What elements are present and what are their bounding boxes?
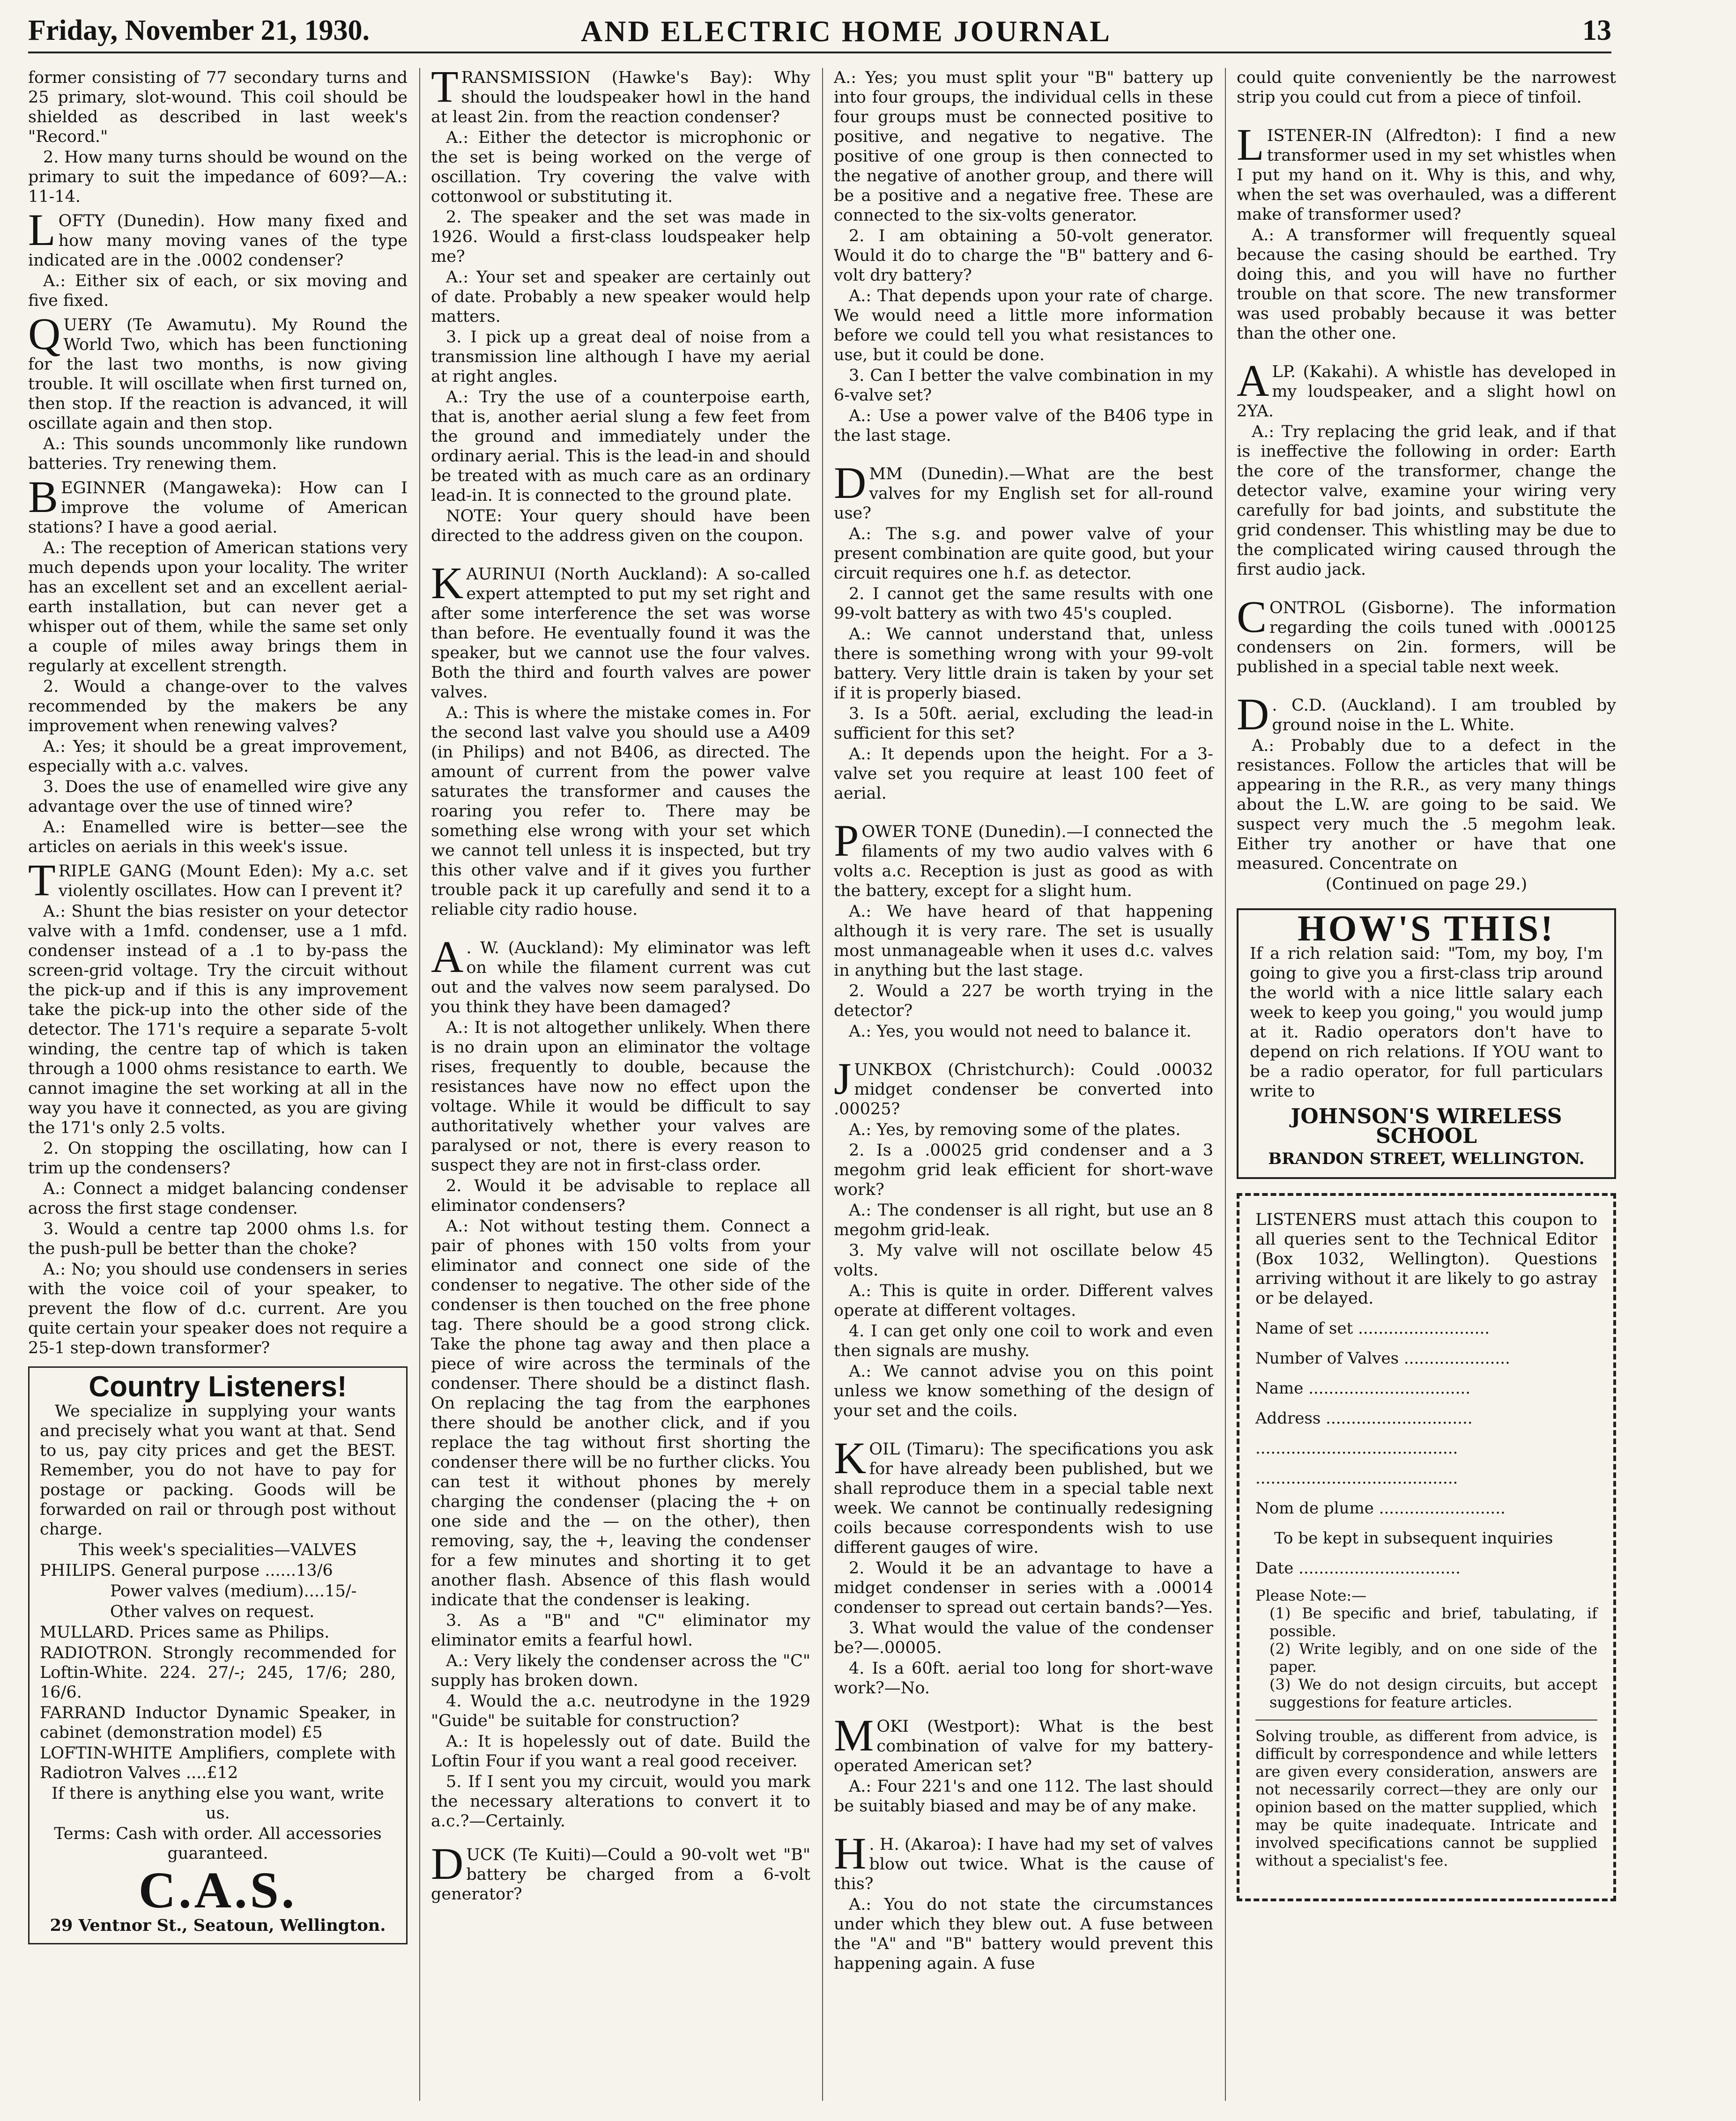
continued-text: A.: That depends upon your rate of charge. We would need a little more information before we could tell you what resistances to use, but it could be done. <box>834 287 1213 364</box>
query-answer: A.: It is hopelessly out of date. Build the Loftin Four if you want a real good receiver. <box>431 1732 810 1771</box>
query-question: OFTY (Dunedin). How many fixed and how many moving vanes of the type indicated are in the .0002 condenser? <box>28 212 408 270</box>
query-answer: A.: A transformer will frequently squeal because the casing should be earthed. Try doing this, and you will have no further trouble on that score. The new transformer was used probably because it was better than the other one. <box>1237 226 1616 343</box>
ad-title: Country Listeners! <box>89 1371 347 1403</box>
coupon-notes <box>1255 1587 1597 1711</box>
query-answer: A.: This is where the mistake comes in. For the second last valve you should use a A409 (in Philips) and not B406, as directed. The amount of current from the power valve saturates the transformer and causes the roaring you refer to. There may be something else wrong with your set which we cannot tell unless it is inspected, but try this other valve and if it gives you further trouble pack it up carefully and send it to a reliable city radio house. <box>431 704 810 919</box>
column-rule <box>419 68 420 2101</box>
ad-price-line: Power valves (medium)....15/- <box>110 1582 357 1601</box>
query-power-tone <box>834 816 1213 1041</box>
query-dcd <box>1237 689 1616 874</box>
query-answer: A.: We have heard of that happening although it is very rare. The set is usually most unmanageable when it uses d.c. valves in anything but the last stage. <box>834 902 1213 980</box>
drop-cap: A <box>1237 356 1269 406</box>
drop-cap: D <box>431 1839 464 1889</box>
note-item: (2) Write legibly, and on one side of the paper. <box>1269 1640 1597 1676</box>
query-answer: A.: Connect a midget balancing condenser across the first stage condenser. <box>28 1179 408 1218</box>
drop-cap: K <box>431 558 464 608</box>
ad-title: HOW'S THIS! <box>1298 908 1555 949</box>
drop-cap: Q <box>28 309 61 359</box>
ad-price-line: MULLARD. Prices same as Philips. <box>40 1623 330 1642</box>
query-question: OWER TONE (Dunedin).—I connected the filaments of my two audio valves with 6 volts a.c. Reception is just as good as with the battery, except for a slight hum. <box>834 823 1213 900</box>
hows-this-ad <box>1237 908 1616 1179</box>
query-answer: 2. On stopping the oscillating, how can I trim up the condensers? <box>28 1139 408 1178</box>
column-1 <box>28 68 408 1944</box>
query-answer: 3. I pick up a great deal of noise from a transmission line although I have my aerial at right angles. <box>431 328 810 386</box>
query-answer: 2. Would a change-over to the valves recommended by the makers be any improvement when renewing valves? <box>28 677 408 735</box>
query-question: UERY (Te Awamutu). My Round the World Two, which has been functioning for the last two months, is now giving trouble. It will oscillate when first turned on, then stop. If the reaction is advanced, it will oscillate again and then stop. <box>28 316 408 433</box>
continued-text: A.: Use a power valve of the B406 type in the last stage. <box>834 407 1213 445</box>
ad-school-name: JOHNSON'S WIRELESS SCHOOL <box>1291 1105 1562 1148</box>
coupon-field-address: Address ............................. <box>1255 1409 1473 1428</box>
query-answer: A.: We cannot advise you on this point unless we know something of the design of your set and the coils. <box>834 1362 1213 1420</box>
drop-cap: P <box>834 816 859 866</box>
query-answer: 4. I can get only one coil to work and even then signals are mushy. <box>834 1322 1213 1360</box>
continued-text: A.: Yes; you must split your "B" battery up into four groups, the individual cells in these four groups must be connected positive to positive, and negative to negative. The positive of one group is then connected to the negative of another group, and there will be a positive and a negative free. These are connected to the six-volts generator. <box>834 68 1213 225</box>
continued-note: (Continued on page 29.) <box>1325 875 1528 894</box>
query-question: UNKBOX (Christchurch): Could .00032 midget condenser be converted into .00025? <box>834 1060 1213 1119</box>
query-answer: A.: Yes, by removing some of the plates. <box>849 1120 1181 1139</box>
ad-terms: Terms: Cash with order. All accessories guaranteed. <box>54 1824 382 1863</box>
query-aw <box>431 932 810 1831</box>
ad-price-line: RADIOTRON. Strongly recommended for Loftin-White. 224. 27/-; 245, 17/6; 280, 16/6. <box>40 1644 396 1702</box>
ad-specials-heading: This week's specialities—VALVES <box>79 1541 357 1559</box>
query-control <box>1237 592 1616 677</box>
query-answer: NOTE: Your query should have been directed to the address given on the coupon. <box>431 507 810 545</box>
query-answer: A.: This sounds uncommonly like rundown batteries. Try renewing them. <box>28 435 408 473</box>
ad-intro: We specialize in supplying your wants and precisely what you want at that. Send to us, pay city prices and get the BEST. Remember, you do not have to pay for postage or packing. Goods will be forwarded on rail or through post without charge. <box>40 1402 396 1539</box>
query-koil <box>834 1433 1213 1698</box>
coupon-field-note: To be kept in subsequent inquiries <box>1274 1529 1553 1548</box>
query-answer: A.: This is quite in order. Different valves operate at different voltages. <box>834 1282 1213 1320</box>
query-coupon <box>1237 1193 1616 1901</box>
continued-text: 2. I am obtaining a 50-volt generator. Would it do to charge the "B" battery and 6-volt dry battery? <box>834 227 1213 285</box>
query-alp <box>1237 356 1616 579</box>
query-question: LP. (Kakahi). A whistle has developed in my loudspeaker, and a slight howl on 2YA. <box>1237 363 1616 421</box>
query-answer: 3. What would the value of the condenser be?—.00005. <box>834 1619 1213 1657</box>
drop-cap: L <box>28 205 56 255</box>
drop-cap: T <box>28 855 56 905</box>
continued-text: 2. How many turns should be wound on the primary to suit the impedance of 609?—A.: 11-14. <box>28 148 408 206</box>
query-answer: A.: Enamelled wire is better—see the articles on aerials in this week's issue. <box>28 818 408 856</box>
query-question: ISTENER-IN (Alfredton): I find a new transformer used in my set whistles when I put my hand on it. Why is this, and why, when the set was overhauled, was a different make of transformer used? <box>1237 126 1616 224</box>
column-2 <box>431 61 810 1905</box>
query-junkbox <box>834 1053 1213 1421</box>
query-listener-in <box>1237 119 1616 343</box>
drop-cap: J <box>834 1053 852 1104</box>
query-answer: 3. Does the use of enamelled wire give any advantage over the use of tinned wire? <box>28 778 408 816</box>
query-answer: A.: Try the use of a counterpoise earth, that is, another aerial slung a few feet from the ground and immediately under the ordinary aerial. This is the lead-in and should be treated with as much care as an ordinary lead-in. It is connected to the ground plate. <box>431 388 810 505</box>
query-answer: 2. Is a .00025 grid condenser and a 3 megohm grid leak efficient for short-wave work? <box>834 1141 1213 1199</box>
query-answer: 2. Would a 227 be worth trying in the detector? <box>834 982 1213 1020</box>
query-dmm <box>834 458 1213 803</box>
query-answer: 4. Is a 60ft. aerial too long for short-wave work?—No. <box>834 1659 1213 1698</box>
query-answer: A.: Try replacing the grid leak, and if that is ineffective the following in order: Earth the core of the transformer, change the detector valve, examine your wiring very carefully for bad joints, and substitute the grid condenser. This whistling may be due to the complicated wiring caused through the first audio jack. <box>1237 423 1616 579</box>
ad-address: 29 Ventnor St., Seatoun, Wellington. <box>50 1916 386 1935</box>
column-4 <box>1237 68 1616 1901</box>
query-answer: A.: We cannot understand that, unless there is something wrong with your 99-volt battery. Very little drain is taken by your set if it is properly biased. <box>834 625 1213 703</box>
drop-cap: T <box>431 61 459 111</box>
coupon-field-nom-de-plume: Nom de plume ......................... <box>1255 1499 1506 1518</box>
query-answer: A.: It depends upon the height. For a 3-valve set you require at least 100 feet of aerial. <box>834 745 1213 803</box>
ad-price-line: Other valves on request. <box>110 1602 315 1621</box>
ad-body: If a rich relation said: "Tom, my boy, I'm going to give you a first-class trip around the world with a nice little salary each week to keep you going," you would jump at it. Radio operators don't have to depend on rich relations. If YOU want to be a radio operator, for full particulars write to <box>1250 944 1603 1101</box>
query-question: RIPLE GANG (Mount Eden): My a.c. set violently oscillates. How can I prevent it? <box>58 862 408 900</box>
cas-logo: C.A.S. <box>138 1861 297 1919</box>
ad-price-line: FARRAND Inductor Dynamic Speaker, in cabinet (demonstration model) £5 <box>40 1704 396 1742</box>
continued-text: could quite conveniently be the narrowest strip you could cut from a piece of tinfoil. <box>1237 68 1616 107</box>
query-answer: A.: Your set and speaker are certainly out of date. Probably a new speaker would help matters. <box>431 268 810 326</box>
note-item: (1) Be specific and brief, tabulating, if possible. <box>1269 1604 1597 1640</box>
query-answer: 3. My valve will not oscillate below 45 volts. <box>834 1241 1213 1280</box>
drop-cap: D <box>834 458 867 508</box>
query-question: . H. (Akaroa): I have had my set of valves blow out twice. What is the cause of this? <box>834 1835 1213 1893</box>
continued-text: 3. Can I better the valve combination in my 6-valve set? <box>834 366 1213 405</box>
query-answer: A.: It is not altogether unlikely. When there is no drain upon an eliminator the voltage rises, frequently to double, because the resistances have now no effect upon the voltage. While it would be difficult to say authoritatively whether your valves are paralysed or not, there is every reason to suspect they are not in first-class order. <box>431 1018 810 1175</box>
notes-heading: Please Note:— <box>1255 1587 1367 1604</box>
query-question: UCK (Te Kuiti)—Could a 90-volt wet "B" battery be charged from a 6-volt generator? <box>431 1846 810 1904</box>
query-answer: A.: Four 221's and one 112. The last should be suitably biased and may be of any make. <box>834 1777 1213 1816</box>
query-answer: 3. As a "B" and "C" eliminator my eliminator emits a fearful howl. <box>431 1611 810 1650</box>
query-question: . W. (Auckland): My eliminator was left on while the filament current was cut out and the valves now seem paralysed. Do you think they have been damaged? <box>431 939 810 1016</box>
query-question: EGINNER (Mangaweka): How can I improve the volume of American stations? I have a good aerial. <box>28 479 408 537</box>
drop-cap: B <box>28 472 59 522</box>
query-answer: A.: Yes, you would not need to balance it. <box>849 1022 1192 1041</box>
query-answer: A.: No; you should use condensers in series with the voice coil of your speaker, to prevent the flow of d.c. current. Are you quite certain your speaker does not require a 25-1 step-down transformer? <box>28 1260 408 1357</box>
query-answer: A.: Probably due to a defect in the resistances. Follow the articles that will be appearing in the R.R., as very many things about the L.W. are going to be said. We suspect very much the .5 megohm leak. Either try another or have that one measured. Concentrate on <box>1237 736 1616 873</box>
query-answer: 5. If I sent you my circuit, would you mark the necessary alterations to convert it to a.c.?—Certainly. <box>431 1772 810 1831</box>
query-answer: A.: Very likely the condenser across the "C" supply has broken down. <box>431 1652 810 1690</box>
drop-cap: D <box>1237 689 1269 739</box>
drop-cap: K <box>834 1433 867 1483</box>
page-header <box>28 14 1611 53</box>
query-transmission <box>431 61 810 546</box>
query-question: ONTROL (Gisborne). The information regarding the coils tuned with .000125 condensers on 2in. formers, will be published in a special table next week. <box>1237 599 1616 676</box>
publication-title: AND ELECTRIC HOME JOURNAL <box>581 15 1112 48</box>
page-number: 13 <box>1582 15 1611 46</box>
query-question: RANSMISSION (Hawke's Bay): Why should the loudspeaker howl in the hand at least 2in. from the reaction condenser? <box>431 68 810 126</box>
query-hh <box>834 1828 1213 1973</box>
query-answer: A.: You do not state the circumstances under which they blew out. A fuse between the "A" and "B" battery would prevent this happening again. A fuse <box>834 1895 1213 1973</box>
query-beginner <box>28 472 408 857</box>
column-rule <box>822 68 823 2101</box>
query-answer: A.: The reception of American stations very much depends upon your locality. The writer has an excellent set and an excellent aerial-earth installation, but can never get a whisper out of them, while the same set only a couple of miles away brings them in regularly at excellent strength. <box>28 539 408 675</box>
coupon-disclaimer: Solving trouble, as different from advice, is difficult by correspondence and while letters are given every consideration, answers are not necessarily correct—they are only our opinion based on the matter supplied, which may be quite inadequate. Intricate and involved specifications cannot be supplied without a specialist's fee. <box>1255 1720 1597 1869</box>
ad-price-line: PHILIPS. General purpose ......13/6 <box>40 1561 333 1580</box>
query-answer: 2. I cannot get the same results with one 99-volt battery as with two 45's coupled. <box>834 585 1213 623</box>
coupon-field-valves: Number of Valves ..................... <box>1255 1349 1510 1368</box>
drop-cap: C <box>1237 592 1267 642</box>
query-lofty <box>28 205 408 311</box>
query-answer: A.: The s.g. and power valve of your present combination are quite good, but your circuit requires one h.f. as detector. <box>834 525 1213 583</box>
ad-street: BRANDON STREET, WELLINGTON. <box>1268 1149 1585 1168</box>
note-item: (3) We do not design circuits, but accept suggestions for feature articles. <box>1269 1676 1597 1711</box>
query-answer: A.: The condenser is all right, but use an 8 megohm grid-leak. <box>834 1201 1213 1239</box>
coupon-field-address-line: ........................................ <box>1255 1439 1458 1458</box>
query-question: MM (Dunedin).—What are the best valves for my English set for all-round use? <box>834 465 1213 523</box>
query-answer: 2. The speaker and the set was made in 1926. Would a first-class loudspeaker help me? <box>431 208 810 266</box>
coupon-intro: LISTENERS must attach this coupon to all queries sent to the Technical Editor (Box 1032, Wellington). Questions arriving without it are likely to go astray or be delayed. <box>1255 1210 1597 1308</box>
coupon-field-address-line: ........................................ <box>1255 1469 1458 1488</box>
issue-date: Friday, November 21, 1930. <box>28 15 370 46</box>
column-3 <box>834 68 1213 1974</box>
coupon-field-name: Name ................................ <box>1255 1379 1471 1398</box>
query-question: OIL (Timaru): The specifications you ask for have already been published, but we shall reproduce them in a special table next week. We cannot be continually redesigning coils because correspondents wish to use different gauges of wire. <box>834 1440 1213 1557</box>
query-answer: A.: Yes; it should be a great improvement, especially with a.c. valves. <box>28 737 408 776</box>
query-duck <box>431 1839 810 1904</box>
query-answer: 2. Would it be an advantage to have a midget condenser in series with a .00014 condenser to spread out certain bands?—Yes. <box>834 1559 1213 1617</box>
query-answer: 2. Would it be advisable to replace all eliminator condensers? <box>431 1177 810 1215</box>
coupon-field-set-name: Name of set .......................... <box>1255 1319 1490 1338</box>
ad-price-line: LOFTIN-WHITE Amplifiers, complete with Radiotron Valves ....£12 <box>40 1744 396 1782</box>
query-triple-gang <box>28 855 408 1358</box>
query-moki <box>834 1710 1213 1816</box>
query-answer: A.: Not without testing them. Connect a pair of phones with 150 volts from your eliminator and connect one side of the condenser to negative. The other side of the condenser is then touched on the free phone tag. There should be a good strong click. Take the phone tag away and then place a piece of wire across the terminals of the condenser. There should be a distinct flash. On replacing the tag from the earphones there should be another click, and if you replace the tag without first shorting the condenser there will be no further clicks. You can test it without phones by merely charging the condenser (placing the + on one side and the — on the other), then removing, say, the +, leaving the condenser for a few minutes and shorting it to get another flash. Absence of this flash would indicate that the condenser is leaking. <box>431 1217 810 1609</box>
query-answer: A.: Shunt the bias resister on your detector valve with a 1mfd. condenser, use a 1 mfd. condenser instead of a .1 to by-pass the screen-grid voltage. Try the circuit without the pick-up and if this is any improvement take the pick-up into the other side of the detector. The 171's require a separate 5-volt winding, the centre tap of which is taken through a 1000 ohms resistance to earth. We cannot imagine the set working at all in the way you have it connected, as you are giving the 171's only 2.5 volts. <box>28 902 408 1137</box>
drop-cap: M <box>834 1710 874 1760</box>
query-answer: 3. Is a 50ft. aerial, excluding the lead-in sufficient for this set? <box>834 705 1213 743</box>
country-listeners-ad <box>28 1366 408 1944</box>
query-question: OKI (Westport): What is the best combination of valve for my battery-operated American set? <box>834 1717 1213 1775</box>
query-question: AURINUI (North Auckland): A so-called expert attempted to put my set right and after some interference the set was worse than before. He eventually found it was the speaker, but we cannot use the four valves. Both the third and fourth valves are power valves. <box>431 565 810 702</box>
drop-cap: L <box>1237 119 1264 170</box>
column-rule <box>1225 68 1226 2101</box>
query-answer: A.: Either six of each, or six moving and five fixed. <box>28 272 408 310</box>
query-query <box>28 309 408 474</box>
query-answer: A.: Either the detector is microphonic or the set is being worked on the verge of oscillation. Try covering the valve with cottonwool or substituting it. <box>431 128 810 206</box>
query-answer: 3. Would a centre tap 2000 ohms l.s. for the push-pull be better than the choke? <box>28 1220 408 1258</box>
query-kaurinui <box>431 558 810 920</box>
coupon-field-date: Date ................................ <box>1255 1559 1461 1578</box>
drop-cap: A <box>431 932 464 982</box>
drop-cap: H <box>834 1828 867 1878</box>
continued-text: former consisting of 77 secondary turns and 25 primary, slot-wound. This coil should be shielded as described in last week's "Record." <box>28 68 408 146</box>
query-question: . C.D. (Auckland). I am troubled by ground noise in the L. White. <box>1272 696 1616 734</box>
ad-line: If there is anything else you want, write us. <box>52 1784 384 1823</box>
query-answer: 4. Would the a.c. neutrodyne in the 1929 "Guide" be suitable for construction? <box>431 1692 810 1730</box>
